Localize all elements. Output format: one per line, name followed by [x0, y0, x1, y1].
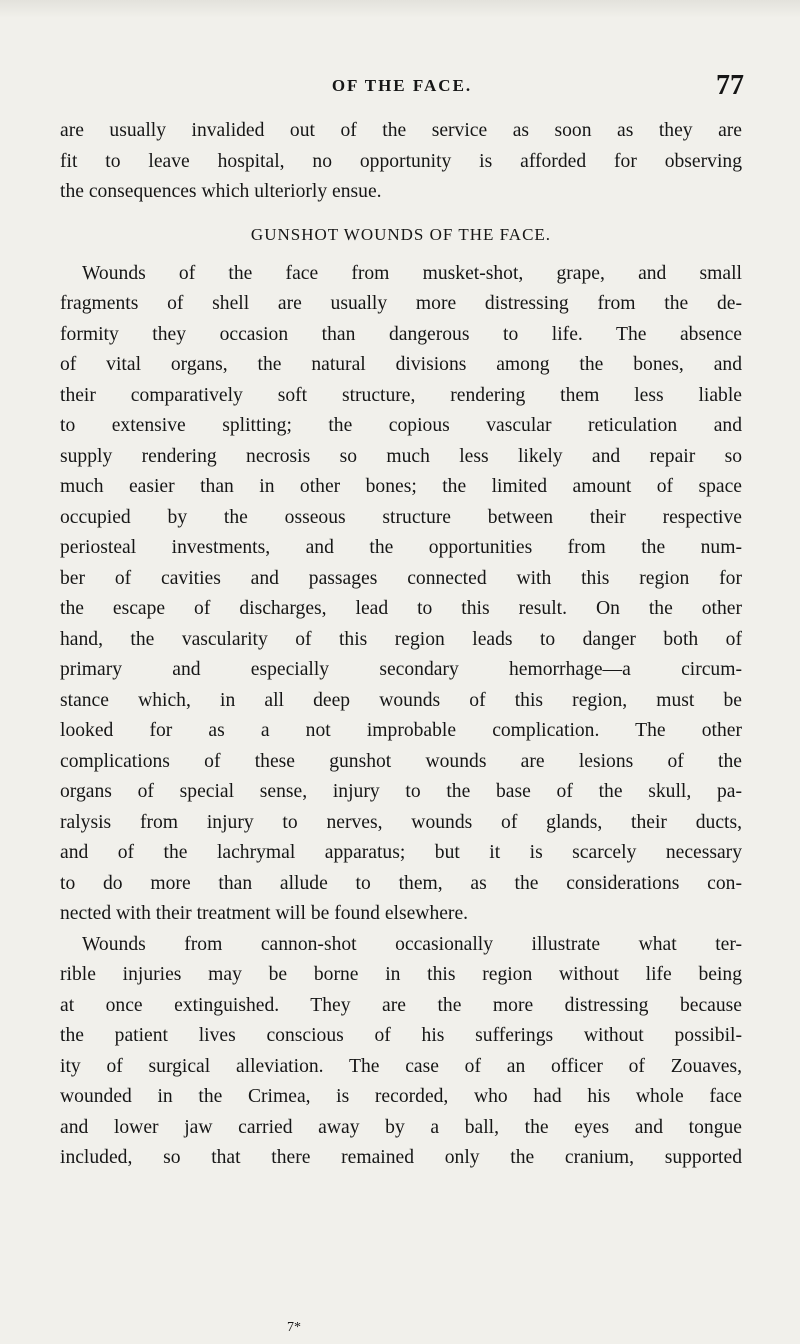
text-line: the consequences which ulteriorly ensue. [60, 181, 382, 202]
text-line: ber of cavities and passages connected with this region for [60, 567, 742, 589]
text-line: wounded in the Crimea, is recorded, who had his whole face [60, 1086, 742, 1107]
paragraph-continuation [60, 116, 742, 208]
text-line: much easier than in other bones; the limited amount of space [60, 476, 742, 497]
text-line: complications of these gunshot wounds are lesions of the [60, 750, 742, 772]
text-line: Wounds from cannon-shot occasionally illustrate what ter- [82, 933, 742, 955]
text-line: Wounds of the face from musket-shot, grape, and small [82, 262, 742, 284]
text-line: formity they occasion than dangerous to life. The absence [60, 323, 742, 345]
text-line: of vital organs, the natural divisions among the bones, and [60, 354, 742, 375]
paragraph [60, 259, 742, 930]
text-line: organs of special sense, injury to the base of the skull, pa- [60, 781, 742, 802]
text-line: hand, the vascularity of this region leads to danger both of [60, 628, 742, 650]
running-head: OF THE FACE. [331, 76, 473, 95]
text-line: the escape of discharges, lead to this result. On the other [60, 598, 742, 619]
text-line: are usually invalided out of the service as soon as they are [60, 120, 742, 141]
body-text [60, 116, 742, 1174]
text-line: stance which, in all deep wounds of this region, must be [60, 689, 742, 711]
text-line: to extensive splitting; the copious vascular reticulation and [60, 415, 742, 436]
page-number: 77 [716, 70, 744, 101]
text-line: supply rendering necrosis so much less likely and repair so [60, 445, 742, 467]
text-line: primary and especially secondary hemorrhage—a circum- [60, 659, 742, 680]
text-line: and lower jaw carried away by a ball, the eyes and tongue [60, 1116, 742, 1138]
page-edge [0, 0, 800, 18]
text-line: at once extinguished. They are the more distressing because [60, 994, 742, 1016]
text-line: occupied by the osseous structure between their respective [60, 506, 742, 528]
text-line: to do more than allude to them, as the considerations con- [60, 872, 742, 894]
text-line: periosteal investments, and the opportunities from the num- [60, 537, 742, 558]
text-line: nected with their treatment will be found elsewhere. [60, 903, 469, 924]
paragraph [60, 930, 742, 1174]
section-heading: GUNSHOT WOUNDS OF THE FACE. [250, 224, 552, 244]
printer-signature-mark: 7* [287, 1320, 301, 1335]
text-line: fragments of shell are usually more distressing from the de- [60, 293, 742, 314]
text-line: ralysis from injury to nerves, wounds of glands, their ducts, [60, 811, 742, 833]
text-line: rible injuries may be borne in this region without life being [60, 964, 742, 985]
page-header [60, 70, 744, 106]
text-line: ity of surgical alleviation. The case of an officer of Zouaves, [60, 1055, 742, 1077]
text-line: their comparatively soft structure, rendering them less liable [60, 384, 742, 406]
text-line: fit to leave hospital, no opportunity is afforded for observing [60, 150, 742, 172]
text-line: included, so that there remained only the cranium, supported [60, 1147, 742, 1168]
text-line: looked for as a not improbable complication. The other [60, 720, 742, 741]
text-line: and of the lachrymal apparatus; but it is scarcely necessary [60, 842, 742, 863]
text-line: the patient lives conscious of his sufferings without possibil- [60, 1025, 742, 1046]
